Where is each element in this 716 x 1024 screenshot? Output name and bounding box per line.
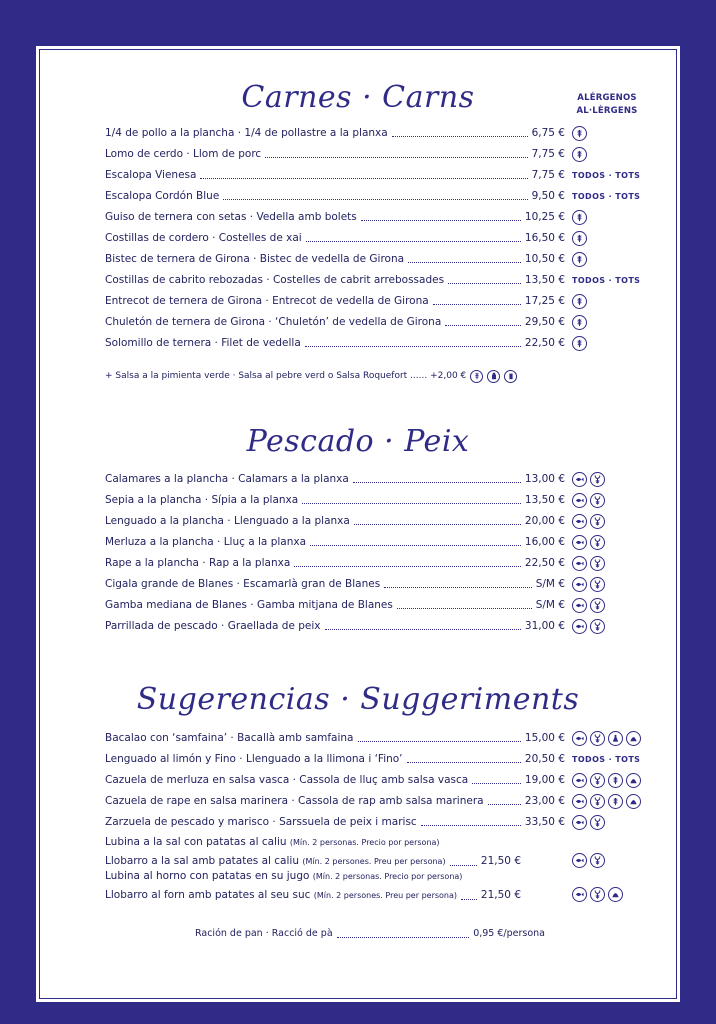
menu-item <box>105 165 565 185</box>
menu-item-price: 29,50 € <box>524 316 565 328</box>
leader-dots <box>488 794 521 805</box>
crustacean-icon <box>590 794 605 809</box>
lubina-horno-icons <box>572 884 623 904</box>
crustacean-icon <box>590 514 605 529</box>
gluten-icon <box>572 252 587 267</box>
sulphite-icon <box>608 731 623 746</box>
leader-dots <box>445 315 521 326</box>
allergen-icons <box>572 123 587 143</box>
menu-item-price: 16,00 € <box>524 536 565 548</box>
lubina-horno-item <box>105 870 521 904</box>
menu-item <box>105 490 565 510</box>
gluten-icon <box>470 370 483 383</box>
menu-item-price: 13,50 € <box>524 274 565 286</box>
menu-item <box>105 553 565 573</box>
fish-icon <box>572 773 587 788</box>
fish-icon <box>572 731 587 746</box>
allergen-icons <box>572 812 605 832</box>
allergen-icons <box>572 595 605 615</box>
menu-item <box>105 312 565 332</box>
allergen-icons <box>572 616 605 636</box>
allergen-icons <box>572 532 605 552</box>
mollusc-icon <box>608 887 623 902</box>
leader-dots <box>358 731 521 742</box>
egg-icon <box>504 370 517 383</box>
menu-item-name: Solomillo de ternera · Filet de vedella <box>105 337 301 349</box>
menu-item-name: Costillas de cabrito rebozadas · Costelles de cabrit arrebossades <box>105 274 445 286</box>
menu-item-price: 9,50 € <box>531 190 565 202</box>
mollusc-icon <box>626 794 641 809</box>
crustacean-icon <box>590 619 605 634</box>
allergen-icons <box>572 770 641 790</box>
lubina-sal-ca: Llobarro a la sal amb patates al caliu <box>105 855 299 867</box>
menu-item <box>105 574 565 594</box>
crustacean-icon <box>590 773 605 788</box>
menu-item-name: Lenguado al limón y Fino · Llenguado a la llimona i ‘Fino’ <box>105 753 403 765</box>
leader-dots <box>408 252 521 263</box>
fish-icon <box>572 598 587 613</box>
menu-item-name: Gamba mediana de Blanes · Gamba mitjana de Blanes <box>105 599 393 611</box>
menu-item-price: 31,00 € <box>524 620 565 632</box>
lubina-sal-icons <box>572 850 605 870</box>
fish-icon <box>572 794 587 809</box>
sauce-note-text: + Salsa a la pimienta verde · Salsa al pebre verd o Salsa Roquefort ...... +2,00 € <box>105 371 467 381</box>
bread-label: Ración de pan · Racció de pà <box>195 928 333 939</box>
fish-icon <box>572 514 587 529</box>
allergen-icons <box>572 490 605 510</box>
lubina-sal-price: 21,50 € <box>480 855 521 867</box>
fish-icon <box>572 815 587 830</box>
menu-item <box>105 770 565 790</box>
menu-item-price: 7,75 € <box>531 148 565 160</box>
leader-dots <box>325 619 521 630</box>
menu-item-name: Lenguado a la plancha · Llenguado a la planxa <box>105 515 350 527</box>
menu-item-price: 19,00 € <box>524 774 565 786</box>
menu-item <box>105 595 565 615</box>
menu-item-name: Calamares a la plancha · Calamars a la planxa <box>105 473 349 485</box>
section-title-carnes: Carnes · Carns <box>241 80 475 115</box>
gluten-icon <box>608 773 623 788</box>
allergen-icons <box>572 749 640 769</box>
menu-item-name: Lomo de cerdo · Llom de porc <box>105 148 262 160</box>
fish-icon <box>572 556 587 571</box>
allergen-icons <box>572 207 587 227</box>
menu-item-name: Costillas de cordero · Costelles de xai <box>105 232 302 244</box>
crustacean-icon <box>590 731 605 746</box>
all-allergens-label: TODOS · TOTS <box>572 191 641 201</box>
menu-item <box>105 123 565 143</box>
leader-dots <box>448 273 521 284</box>
menu-item-price: 7,75 € <box>531 169 565 181</box>
menu-item <box>105 144 565 164</box>
allergen-icons <box>572 270 640 290</box>
milk-icon <box>487 370 500 383</box>
crustacean-icon <box>590 472 605 487</box>
menu-item-price: S/M € <box>535 599 565 611</box>
menu-item-name: Bacalao con ‘samfaina’ · Bacallà amb samfaina <box>105 732 354 744</box>
gluten-icon <box>572 294 587 309</box>
menu-item <box>105 291 565 311</box>
menu-item <box>105 532 565 552</box>
leader-dots <box>306 231 521 242</box>
allergen-icons <box>572 553 605 573</box>
crustacean-icon <box>590 853 605 868</box>
crustacean-icon <box>590 535 605 550</box>
lubina-horno-price: 21,50 € <box>480 889 521 901</box>
menu-item-name: Merluza a la plancha · Lluç a la planxa <box>105 536 307 548</box>
allergen-icons <box>572 511 605 531</box>
leader-dots <box>310 535 521 546</box>
leader-dots <box>421 815 521 826</box>
crustacean-icon <box>590 815 605 830</box>
menu-item <box>105 728 565 748</box>
menu-item-name: Cigala grande de Blanes · Escamarlà gran de Blanes <box>105 578 381 590</box>
lubina-horno-es: Lubina al horno con patatas en su jugo <box>105 870 310 882</box>
allergen-icons <box>572 333 587 353</box>
fish-icon <box>572 577 587 592</box>
menu-item-name: Cazuela de merluza en salsa vasca · Cassola de lluç amb salsa vasca <box>105 774 469 786</box>
leader-dots <box>407 752 521 763</box>
menu-item-price: 33,50 € <box>524 816 565 828</box>
gluten-icon <box>572 315 587 330</box>
crustacean-icon <box>590 598 605 613</box>
menu-item <box>105 186 565 206</box>
leader-dots <box>302 493 521 504</box>
allergen-icons <box>572 186 640 206</box>
allergen-icons <box>572 291 587 311</box>
leader-dots <box>305 336 521 347</box>
lubina-horno-ca-note: (Mín. 2 persones. Preu per persona) <box>313 891 458 900</box>
lubina-sal-es: Lubina a la sal con patatas al caliu <box>105 836 287 848</box>
menu-item <box>105 749 565 769</box>
mollusc-icon <box>626 731 641 746</box>
menu-item-name: Sepia a la plancha · Sípia a la planxa <box>105 494 299 506</box>
gluten-icon <box>572 147 587 162</box>
menu-item <box>105 333 565 353</box>
all-allergens-label: TODOS · TOTS <box>572 170 641 180</box>
menu-item-price: 20,50 € <box>524 753 565 765</box>
allergen-icons <box>572 791 641 811</box>
crustacean-icon <box>590 556 605 571</box>
leader-dots <box>265 147 527 158</box>
leader-dots <box>433 294 521 305</box>
menu-item-price: 22,50 € <box>524 337 565 349</box>
leader-dots <box>472 773 521 784</box>
menu-item-name: Cazuela de rape en salsa marinera · Cassola de rap amb salsa marinera <box>105 795 484 807</box>
menu-item-name: Bistec de ternera de Girona · Bistec de vedella de Girona <box>105 253 405 265</box>
allergen-icons <box>572 574 605 594</box>
fish-icon <box>572 887 587 902</box>
fish-icon <box>572 853 587 868</box>
lubina-horno-ca: Llobarro al forn amb patates al seu suc <box>105 889 311 901</box>
menu-item-price: 20,00 € <box>524 515 565 527</box>
allergen-icons <box>572 469 605 489</box>
gluten-icon <box>572 210 587 225</box>
bread-price: 0,95 €/persona <box>473 928 545 939</box>
lubina-sal-item <box>105 836 521 870</box>
menu-item-price: 17,25 € <box>524 295 565 307</box>
menu-item <box>105 511 565 531</box>
bread-line <box>195 928 545 939</box>
all-allergens-label: TODOS · TOTS <box>572 754 641 764</box>
leader-dots <box>294 556 521 567</box>
sauce-note <box>105 366 517 386</box>
allergen-icons <box>572 312 587 332</box>
menu-item-name: Escalopa Vienesa <box>105 169 197 181</box>
fish-icon <box>572 535 587 550</box>
menu-item-price: 15,00 € <box>524 732 565 744</box>
lubina-horno-es-note: (Mín. 2 personas. Precio por persona) <box>312 872 463 881</box>
lubina-sal-ca-note: (Mín. 2 persones. Preu per persona) <box>302 857 446 866</box>
leader-dots <box>384 577 532 588</box>
allergen-icons <box>572 228 587 248</box>
menu-item <box>105 469 565 489</box>
leader-dots <box>397 598 532 609</box>
menu-item <box>105 791 565 811</box>
leader-dots <box>354 514 521 525</box>
leader-dots <box>223 189 527 200</box>
section-title-sugerencias: Sugerencias · Suggeriments <box>136 682 580 717</box>
leader-dots <box>392 126 528 137</box>
mollusc-icon <box>626 773 641 788</box>
allergens-header-es: ALÉRGENOS <box>577 93 637 103</box>
menu-item-price: 13,50 € <box>524 494 565 506</box>
fish-icon <box>572 619 587 634</box>
section-title-pescado: Pescado · Peix <box>246 424 470 459</box>
menu-item-name: 1/4 de pollo a la plancha · 1/4 de pollastre a la planxa <box>105 127 388 139</box>
crustacean-icon <box>590 887 605 902</box>
menu-item-price: 10,50 € <box>524 253 565 265</box>
menu-item-name: Parrillada de pescado · Graellada de peix <box>105 620 321 632</box>
menu-item-price: 6,75 € <box>531 127 565 139</box>
menu-item-name: Chuletón de ternera de Girona · ‘Chuletón’ de vedella de Girona <box>105 316 442 328</box>
menu-item-price: 13,00 € <box>524 473 565 485</box>
gluten-icon <box>608 794 623 809</box>
menu-item-name: Rape a la plancha · Rap a la planxa <box>105 557 291 569</box>
menu-item-name: Entrecot de ternera de Girona · Entrecot de vedella de Girona <box>105 295 429 307</box>
menu-item-price: 22,50 € <box>524 557 565 569</box>
gluten-icon <box>572 126 587 141</box>
menu-item-price: S/M € <box>535 578 565 590</box>
leader-dots <box>361 210 521 221</box>
fish-icon <box>572 472 587 487</box>
menu-item <box>105 812 565 832</box>
menu-item-name: Guiso de ternera con setas · Vedella amb bolets <box>105 211 357 223</box>
gluten-icon <box>572 231 587 246</box>
menu-item <box>105 616 565 636</box>
crustacean-icon <box>590 493 605 508</box>
all-allergens-label: TODOS · TOTS <box>572 275 641 285</box>
menu-item <box>105 249 565 269</box>
menu-item <box>105 207 565 227</box>
menu-item <box>105 270 565 290</box>
lubina-sal-es-note: (Mín. 2 personas. Precio por persona) <box>289 838 440 847</box>
allergen-icons <box>572 728 641 748</box>
menu-item-price: 23,00 € <box>524 795 565 807</box>
menu-item-name: Zarzuela de pescado y marisco · Sarssuela de peix i marisc <box>105 816 417 828</box>
leader-dots <box>200 168 527 179</box>
menu-item-price: 16,50 € <box>524 232 565 244</box>
allergen-icons <box>572 144 587 164</box>
allergen-icons <box>572 249 587 269</box>
menu-item-price: 10,25 € <box>524 211 565 223</box>
fish-icon <box>572 493 587 508</box>
menu-item <box>105 228 565 248</box>
allergens-header-ca: AL·LÈRGENS <box>576 106 638 116</box>
allergen-icons <box>572 165 640 185</box>
gluten-icon <box>572 336 587 351</box>
leader-dots <box>353 472 521 483</box>
crustacean-icon <box>590 577 605 592</box>
menu-item-name: Escalopa Cordón Blue <box>105 190 220 202</box>
